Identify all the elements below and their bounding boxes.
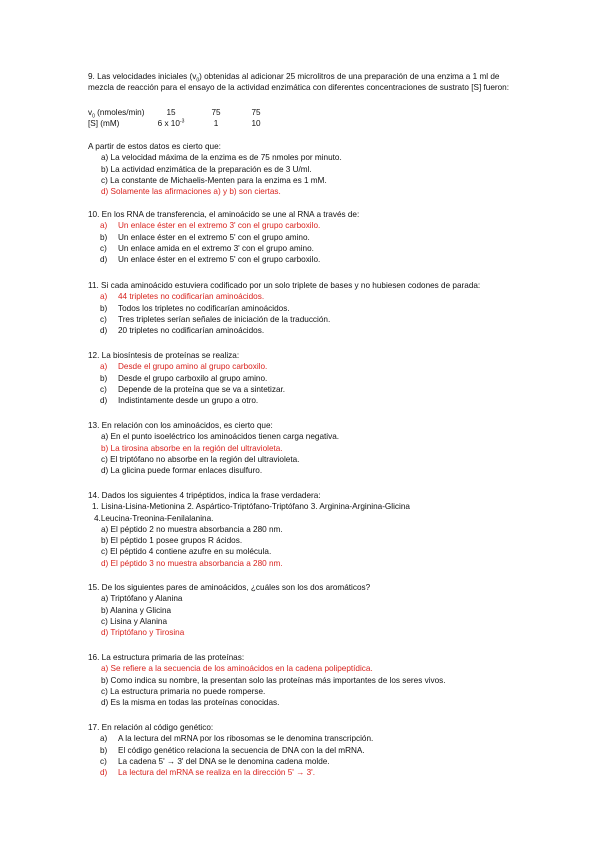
question-9 — [88, 71, 528, 94]
question-12 — [88, 350, 528, 406]
option-c: c) Tres tripletes serían señales de iniciación de la traducción. — [100, 314, 331, 324]
question-15 — [88, 582, 528, 638]
velocity-table — [88, 107, 276, 129]
option-b: b) Un enlace éster en el extremo 5' con el grupo amino. — [100, 232, 310, 242]
question-text: 14. Dados los siguientes 4 tripéptidos, indica la frase verdadera: — [88, 491, 321, 500]
option-a-correct: a) Un enlace éster en el extremo 3' con el grupo carboxilo. — [100, 221, 321, 231]
option-a-correct: a) 44 tripletes no codificarían aminoácidos. — [100, 292, 265, 302]
option-a: a) Triptófano y Alanina — [101, 594, 183, 604]
option-c: c) El péptido 4 contiene azufre en su molécula. — [101, 547, 272, 557]
option-c: c) La estructura primaria no puede romperse. — [101, 686, 266, 696]
option-c: c) La cadena 5' → 3' del DNA se le denomina cadena molde. — [100, 756, 330, 766]
question-9-text-line-1: 9. Las velocidades iniciales $(v_0)$ obtenidas al adicionar 25 microlitros de una preparación de una enzima a 1 ml de — [88, 72, 500, 84]
option-d-correct: d) Solamente las afirmaciones a) y b) son ciertas. — [101, 187, 281, 197]
option-b: b) Desde el grupo carboxilo al grupo amino. — [100, 373, 268, 383]
table-cell: 75 — [251, 108, 261, 117]
table-cell: 10 — [251, 119, 261, 128]
question-text: 15. De los siguientes pares de aminoácidos, ¿cuáles son los dos aromáticos? — [88, 583, 371, 592]
question-text: 16. La estructura primaria de las proteínas: — [88, 653, 245, 662]
question-16 — [88, 652, 528, 708]
question-14 — [88, 490, 528, 569]
table-row — [88, 118, 276, 129]
option-a: a) El péptido 2 no muestra absorbancia a 280 nm. — [101, 524, 283, 534]
option-a-correct: a) Desde el grupo amino al grupo carboxilo. — [100, 362, 268, 372]
option-d: d) Un enlace éster en el extremo 5' con el grupo carboxilo. — [100, 255, 321, 265]
option-d-correct: d) El péptido 3 no muestra absorbancia a 280 nm. — [101, 558, 283, 568]
question-text: 11. Si cada aminoácido estuviera codificado por un solo triplete de bases y no hubiesen codones de parada: — [88, 281, 481, 290]
question-10 — [88, 209, 528, 265]
question-9-text-line-2: mezcla de reacción para el ensayo de la actividad enzimática con diferentes concentraciones de sustrato [S] fueron: — [88, 83, 509, 93]
question-text: 12. La biosíntesis de proteínas se realiza: — [88, 351, 240, 360]
option-a: a) A la lectura del mRNA por los ribosomas se le denomina transcripción. — [100, 734, 374, 744]
option-d: d) La glicina puede formar enlaces disulfuro. — [101, 466, 263, 476]
option-a: a) En el punto isoeléctrico los aminoácidos tienen carga negativa. — [101, 432, 340, 442]
option-c: c) Lisina y Alanina — [101, 616, 167, 626]
tripeptide-list: 1. Lisina-Lisina-Metionina 2. Aspártico-Triptófano-Triptófano 3. Arginina-Arginina-Glicina — [92, 502, 410, 512]
option-a: a) La velocidad máxima de la enzima es de 75 nmoles por minuto. — [101, 153, 342, 163]
option-c: c) La constante de Michaelis-Menten para la enzima es 1 mM. — [101, 175, 327, 185]
option-c: c) Depende de la proteína que se va a sintetizar. — [100, 384, 286, 394]
question-lead: A partir de estos datos es cierto que: — [88, 142, 221, 151]
question-13 — [88, 420, 528, 476]
option-d: d) 20 tripletes no codificarían aminoácidos. — [100, 326, 265, 336]
table-row — [88, 107, 276, 118]
option-d-correct: d) Triptófano y Tirosina — [101, 628, 185, 638]
option-b: b) La actividad enzimática de la preparación es de 3 U/ml. — [101, 164, 312, 174]
table-row-label: [S] (mM) — [88, 119, 120, 128]
table-cell: 15 — [166, 108, 176, 117]
option-c: c) Un enlace amida en el extremo 3' con el grupo amino. — [100, 243, 314, 253]
table-row-label: $v_0$ (nmoles/min) — [88, 108, 145, 120]
option-b: b) Todos los tripletes no codificarían aminoácidos. — [100, 303, 290, 313]
question-text: 17. En relación al código genético: — [88, 723, 214, 732]
option-b: b) Como indica su nombre, la presentan solo las proteínas más importantes de los seres vivos. — [101, 675, 446, 685]
tripeptide-list-cont: 4.Leucina-Treonina-Fenilalanina. — [94, 513, 214, 523]
option-c: c) El triptófano no absorbe en la región del ultravioleta. — [101, 454, 300, 464]
option-a-correct: a) Se refiere a la secuencia de los aminoácidos en la cadena polipeptídica. — [101, 664, 373, 674]
question-11 — [88, 280, 528, 336]
option-d: d) Indistintamente desde un grupo a otro. — [100, 396, 259, 406]
question-9-options — [88, 141, 528, 197]
option-d-correct: d) La lectura del mRNA se realiza en la dirección 5' → 3'. — [100, 768, 315, 778]
table-cell: 1 — [213, 119, 219, 128]
question-text: 13. En relación con los aminoácidos, es cierto que: — [88, 421, 273, 430]
table-cell: 6 x $10^{-3}$ — [157, 118, 185, 128]
option-b: b) Alanina y Glicina — [101, 605, 172, 615]
option-b: b) El código genético relaciona la secuencia de DNA con la del mRNA. — [100, 745, 365, 755]
question-text: 10. En los RNA de transferencia, el aminoácido se une al RNA a través de: — [88, 210, 360, 219]
option-b-correct: b) La tirosina absorbe en la región del ultravioleta. — [101, 443, 283, 453]
table-cell: 75 — [211, 108, 221, 117]
option-d: d) Es la misma en todas las proteínas conocidas. — [101, 698, 280, 708]
question-17 — [88, 722, 528, 778]
option-b: b) El péptido 1 posee grupos R ácidos. — [101, 536, 243, 546]
